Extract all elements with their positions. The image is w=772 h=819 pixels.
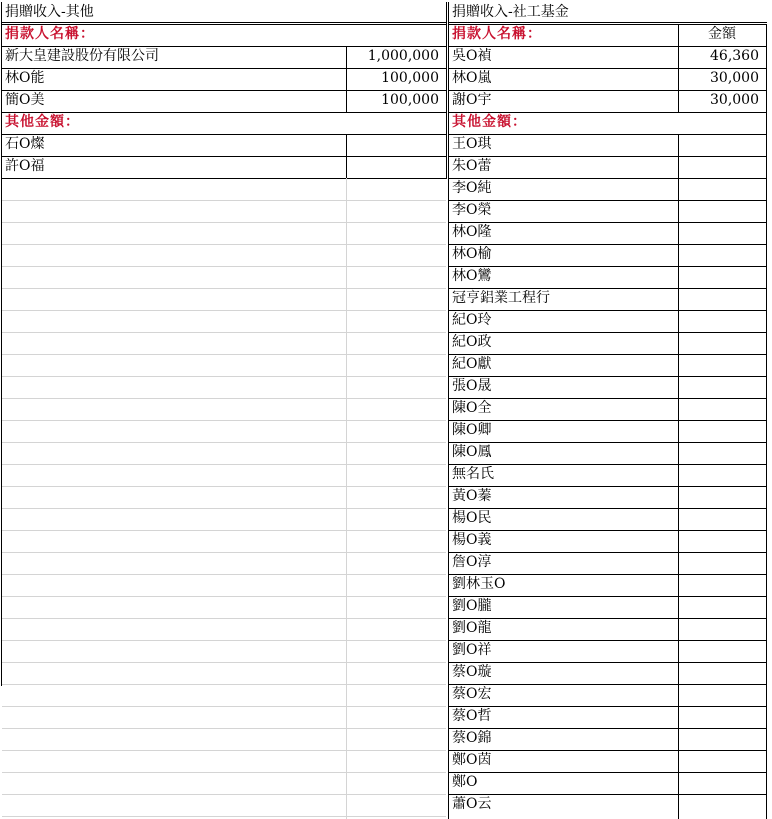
- right-row-border: [449, 376, 767, 377]
- right-row-border: [449, 310, 767, 311]
- left-grid-line: [2, 574, 446, 575]
- left-grid-divider: [346, 178, 347, 819]
- right-row-border: [449, 288, 767, 289]
- left-grid-line: [2, 618, 446, 619]
- right-row-border: [449, 222, 767, 223]
- left-grid-line: [2, 354, 446, 355]
- right-other-donor-name[interactable]: 蕭O云: [452, 796, 492, 812]
- right-other-donor-name[interactable]: 陳O全: [452, 400, 492, 416]
- left-grid-line: [2, 640, 446, 641]
- right-other-donor-name[interactable]: 林O鸞: [452, 268, 492, 284]
- right-other-donor-name[interactable]: 鄭O茵: [452, 752, 492, 768]
- right-other-donor-name[interactable]: 劉林玉O: [452, 576, 506, 592]
- right-row-border: [449, 244, 767, 245]
- left-grid-line: [2, 706, 446, 707]
- right-row-border: [449, 24, 767, 25]
- right-other-donor-amount[interactable]: [678, 530, 766, 552]
- right-other-donor-amount[interactable]: [678, 398, 766, 420]
- right-donor-amount[interactable]: 46,360: [710, 48, 759, 64]
- right-row-border: [449, 794, 767, 795]
- right-row-border: [449, 574, 767, 575]
- right-other-donor-amount[interactable]: [678, 442, 766, 464]
- right-other-donor-amount[interactable]: [678, 772, 766, 794]
- right-row-border: [449, 420, 767, 421]
- right-other-donor-name[interactable]: 劉O朧: [452, 598, 492, 614]
- right-row-border: [449, 750, 767, 751]
- right-donor-name[interactable]: 林O嵐: [452, 70, 492, 86]
- right-other-donor-name[interactable]: 蔡O錦: [452, 730, 492, 746]
- right-other-donor-amount[interactable]: [678, 332, 766, 354]
- right-other-donor-amount[interactable]: [678, 508, 766, 530]
- right-other-donor-amount[interactable]: [678, 288, 766, 310]
- right-row-border: [449, 398, 767, 399]
- right-row-border: [449, 178, 767, 179]
- right-other-donor-amount[interactable]: [678, 662, 766, 684]
- right-row-border: [449, 266, 767, 267]
- right-other-donor-amount[interactable]: [678, 596, 766, 618]
- right-other-donor-amount[interactable]: [678, 486, 766, 508]
- left-donor-amount[interactable]: 100,000: [381, 70, 439, 86]
- right-row-border: [449, 200, 767, 201]
- left-grid-line: [2, 200, 446, 201]
- right-other-donor-amount[interactable]: [678, 574, 766, 596]
- right-other-donor-name[interactable]: 黃O蓁: [452, 488, 492, 504]
- right-other-donor-amount[interactable]: [678, 706, 766, 728]
- left-grid-line: [2, 376, 446, 377]
- right-other-donor-amount[interactable]: [678, 156, 766, 178]
- left-col-divider: [346, 46, 347, 112]
- right-other-donor-name[interactable]: 詹O淳: [452, 554, 492, 570]
- right-row-border: [449, 332, 767, 333]
- left-row-border: [2, 24, 447, 25]
- right-other-donor-name[interactable]: 紀O政: [452, 334, 492, 350]
- left-grid-line: [2, 662, 446, 663]
- left-col-divider: [346, 134, 347, 178]
- right-other-donor-name[interactable]: 陳O卿: [452, 422, 492, 438]
- left-grid-line: [2, 684, 446, 685]
- right-row-border: [449, 508, 767, 509]
- right-other-donor-amount[interactable]: [678, 750, 766, 772]
- right-other-donor-amount[interactable]: [678, 640, 766, 662]
- right-other-donor-name[interactable]: 李O純: [452, 180, 492, 196]
- left-grid-line: [2, 442, 446, 443]
- right-row-border: [449, 156, 767, 157]
- right-row-border: [449, 684, 767, 685]
- right-header-name[interactable]: 捐款人名稱：: [452, 26, 542, 42]
- left-grid-line: [2, 728, 446, 729]
- right-other-donor-amount[interactable]: [678, 266, 766, 288]
- right-other-donor-name[interactable]: 林O隆: [452, 224, 492, 240]
- right-donor-name[interactable]: 吳O禎: [452, 48, 492, 64]
- right-row-border: [449, 618, 767, 619]
- left-row-border: [2, 46, 447, 47]
- right-other-donor-amount[interactable]: [678, 354, 766, 376]
- right-other-donor-name[interactable]: 陳O鳳: [452, 444, 492, 460]
- left-grid-line: [2, 794, 446, 795]
- left-row-border: [2, 156, 447, 157]
- right-other-donor-name[interactable]: 林O榆: [452, 246, 492, 262]
- left-other-donor-name[interactable]: 許O福: [5, 158, 45, 174]
- right-other-donor-name[interactable]: 鄭O: [452, 774, 478, 790]
- right-other-donor-name[interactable]: 張O晟: [452, 378, 492, 394]
- right-donor-amount[interactable]: 30,000: [710, 92, 759, 108]
- right-other-donor-name[interactable]: 冠亨鋁業工程行: [452, 290, 550, 306]
- right-row-border: [449, 486, 767, 487]
- right-row-border: [449, 112, 767, 113]
- right-row-border: [449, 706, 767, 707]
- left-row-border: [2, 68, 447, 69]
- right-other-donor-amount[interactable]: [678, 552, 766, 574]
- left-other-donor-name[interactable]: 石O燦: [5, 136, 45, 152]
- right-other-donor-name[interactable]: 蔡O宏: [452, 686, 492, 702]
- left-grid-line: [2, 310, 446, 311]
- right-title[interactable]: 捐贈收入-社工基金: [452, 4, 569, 20]
- right-other-donor-name[interactable]: 楊O民: [452, 510, 492, 526]
- left-title-underline: [1, 22, 447, 23]
- right-row-border: [449, 640, 767, 641]
- left-right-border: [446, 2, 447, 178]
- right-other-donor-name[interactable]: 蔡O璇: [452, 664, 492, 680]
- right-other-donor-amount[interactable]: [678, 684, 766, 706]
- right-other-donor-name[interactable]: 紀O獻: [452, 356, 492, 372]
- right-row-border: [449, 46, 767, 47]
- left-other-label[interactable]: 其他金額：: [5, 114, 80, 130]
- right-row-border: [449, 662, 767, 663]
- right-other-donor-name[interactable]: 楊O義: [452, 532, 492, 548]
- right-row-border: [449, 772, 767, 773]
- right-row-border: [449, 354, 767, 355]
- right-row-border: [449, 552, 767, 553]
- right-other-donor-amount[interactable]: [678, 728, 766, 750]
- right-row-border: [449, 728, 767, 729]
- right-donor-amount[interactable]: 30,000: [710, 70, 759, 86]
- left-grid-line: [2, 596, 446, 597]
- left-grid-line: [2, 816, 446, 817]
- right-row-border: [449, 68, 767, 69]
- left-other-donor-amount[interactable]: [346, 134, 446, 156]
- left-row-border: [2, 112, 447, 113]
- right-other-donor-name[interactable]: 蔡O哲: [452, 708, 492, 724]
- left-grid-line: [2, 222, 446, 223]
- left-grid-line: [2, 750, 446, 751]
- left-grid-line: [2, 332, 446, 333]
- right-other-donor-amount[interactable]: [678, 244, 766, 266]
- right-col-divider: [678, 134, 679, 819]
- left-grid-line: [2, 772, 446, 773]
- left-grid-line: [2, 530, 446, 531]
- left-other-donor-amount[interactable]: [346, 156, 446, 178]
- right-other-donor-name[interactable]: 紀O玲: [452, 312, 492, 328]
- left-grid-line: [2, 552, 446, 553]
- right-other-donor-amount[interactable]: [678, 376, 766, 398]
- left-donor-name[interactable]: 簡O美: [5, 92, 45, 108]
- right-donor-name[interactable]: 謝O宇: [452, 92, 492, 108]
- right-col-divider: [678, 24, 679, 112]
- right-other-donor-name[interactable]: 無名氏: [452, 466, 494, 482]
- left-grid-line: [2, 266, 446, 267]
- left-header-name[interactable]: 捐款人名稱：: [5, 26, 95, 42]
- right-other-donor-name[interactable]: 劉O祥: [452, 642, 492, 658]
- right-row-border: [449, 90, 767, 91]
- right-other-donor-name[interactable]: 劉O龍: [452, 620, 492, 636]
- left-grid-line: [2, 420, 446, 421]
- left-grid-line: [2, 486, 446, 487]
- left-grid-line: [2, 244, 446, 245]
- right-other-donor-amount[interactable]: [678, 178, 766, 200]
- left-donor-amount[interactable]: 1,000,000: [367, 48, 439, 64]
- right-other-donor-amount[interactable]: [678, 464, 766, 486]
- right-other-label[interactable]: 其他金額：: [452, 114, 527, 130]
- left-row-border: [2, 178, 447, 179]
- right-other-donor-amount[interactable]: [678, 794, 766, 816]
- right-other-donor-amount[interactable]: [678, 420, 766, 442]
- right-other-donor-name[interactable]: 王O琪: [452, 136, 492, 152]
- right-row-border: [449, 442, 767, 443]
- right-other-donor-name[interactable]: 朱O蕾: [452, 158, 492, 174]
- left-row-border: [2, 90, 447, 91]
- left-donor-amount[interactable]: 100,000: [381, 92, 439, 108]
- right-row-border: [449, 134, 767, 135]
- right-row-border: [449, 530, 767, 531]
- right-right-border: [766, 24, 767, 819]
- right-other-donor-amount[interactable]: [678, 310, 766, 332]
- right-other-donor-amount[interactable]: [678, 200, 766, 222]
- right-row-border: [449, 596, 767, 597]
- right-other-donor-amount[interactable]: [678, 618, 766, 640]
- right-other-donor-amount[interactable]: [678, 222, 766, 244]
- left-grid-line: [2, 464, 446, 465]
- left-donor-name[interactable]: 林O能: [5, 70, 45, 86]
- left-outer-border: [1, 2, 2, 686]
- left-grid-line: [2, 508, 446, 509]
- right-header-amount[interactable]: 金額: [708, 26, 736, 42]
- left-grid-line: [2, 398, 446, 399]
- left-title[interactable]: 捐贈收入-其他: [5, 4, 94, 20]
- left-grid-line: [2, 288, 446, 289]
- right-title-underline: [448, 22, 767, 23]
- right-left-border: [448, 2, 449, 819]
- right-other-donor-amount[interactable]: [678, 134, 766, 156]
- right-other-donor-name[interactable]: 李O榮: [452, 202, 492, 218]
- left-row-border: [2, 134, 447, 135]
- left-donor-name[interactable]: 新大皇建設股份有限公司: [5, 48, 159, 64]
- right-row-border: [449, 464, 767, 465]
